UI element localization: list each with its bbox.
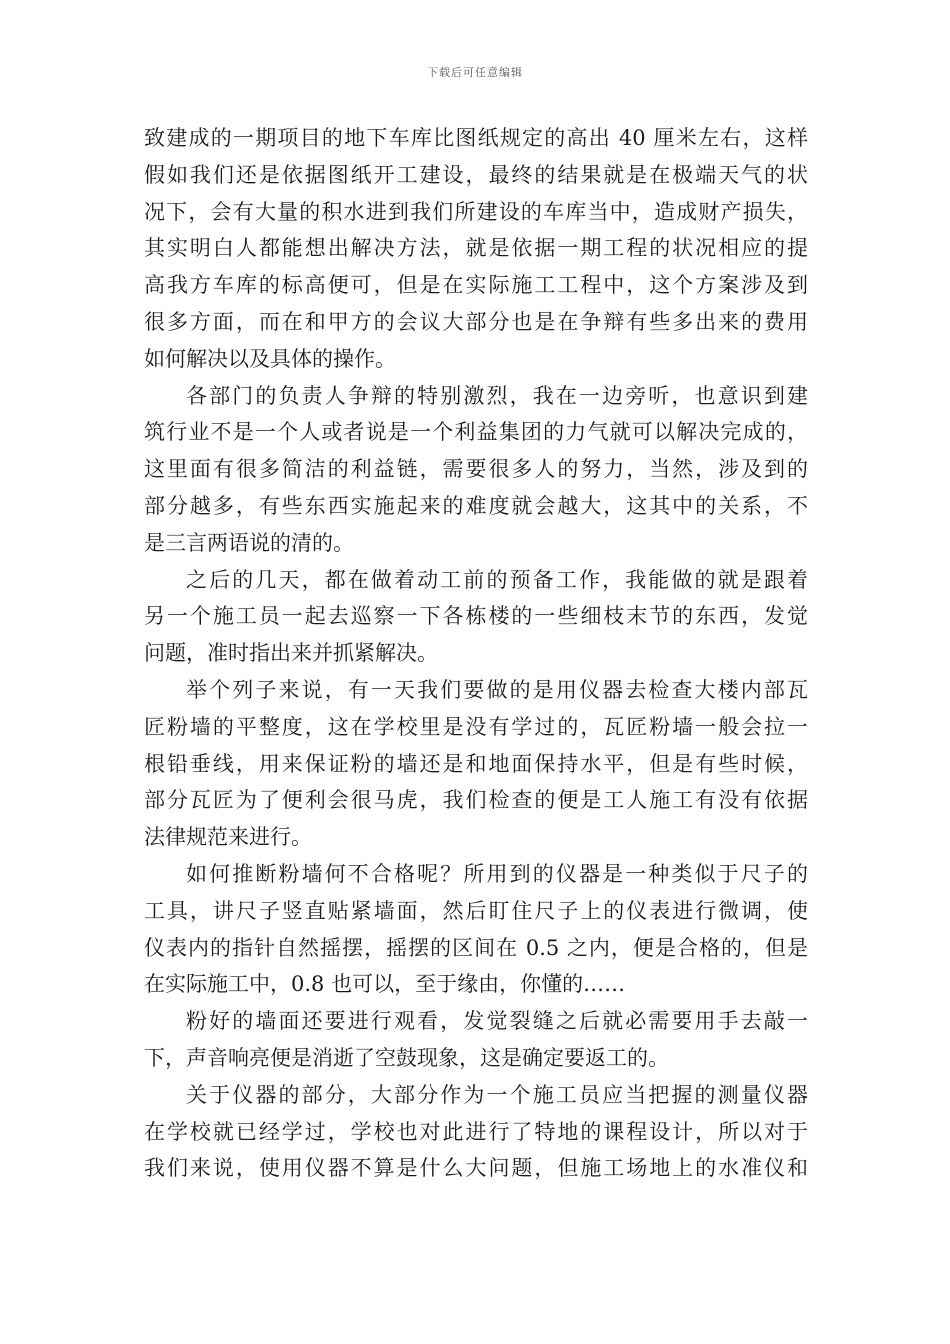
text-line: 匠粉墙的平整度，这在学校里是没有学过的，瓦匠粉墙一般会拉一 xyxy=(144,714,808,739)
text-line: 关于仪器的部分，大部分作为一个施工员应当把握的测量仪器 xyxy=(186,1082,808,1107)
text-line: 致建成的一期项目的地下车库比图纸规定的高出 40 厘米左右，这样 xyxy=(144,126,808,150)
text-line: 这里面有很多简洁的利益链，需要很多人的努力，当然，涉及到的 xyxy=(144,457,808,482)
paragraph xyxy=(144,120,808,378)
paragraph xyxy=(144,562,808,672)
text-line: 之后的几天，都在做着动工前的预备工作，我能做的就是跟着 xyxy=(186,567,808,592)
text-line: 筑行业不是一个人或者说是一个利益集团的力气就可以解决完成的， xyxy=(144,420,808,445)
text-line: 各部门的负责人争辩的特别激烈，我在一边旁听，也意识到建 xyxy=(186,383,808,408)
text-line: 问题，准时指出来并抓紧解决。 xyxy=(144,641,438,666)
paragraph xyxy=(144,378,808,562)
body-text xyxy=(144,120,808,1187)
page-header: 下载后可任意编辑 xyxy=(427,66,523,79)
paragraph xyxy=(144,1077,808,1187)
text-line: 粉好的墙面还要进行观看，发觉裂缝之后就必需要用手去敲一 xyxy=(186,1009,808,1034)
text-line: 举个列子来说，有一天我们要做的是用仪器去检查大楼内部瓦 xyxy=(186,677,808,702)
text-line: 在实际施工中，0.8 也可以，至于缘由，你懂的…… xyxy=(144,972,626,997)
paragraph xyxy=(144,856,808,1003)
text-line: 高我方车库的标高便可，但是在实际施工工程中，这个方案涉及到 xyxy=(144,273,808,298)
text-line: 是三言两语说的清的。 xyxy=(144,530,354,555)
text-line: 如何推断粉墙何不合格呢？所用到的仪器是一种类似于尺子的 xyxy=(186,861,808,886)
text-line: 部分越多，有些东西实施起来的难度就会越大，这其中的关系，不 xyxy=(144,493,808,518)
text-line: 假如我们还是依据图纸开工建设，最终的结果就是在极端天气的状 xyxy=(144,162,808,187)
text-line: 工具，讲尺子竖直贴紧墙面，然后盯住尺子上的仪表进行微调，使 xyxy=(144,898,808,923)
text-line: 法律规范来进行。 xyxy=(144,825,312,850)
text-line: 下，声音响亮便是消逝了空鼓现象，这是确定要返工的。 xyxy=(144,1045,669,1070)
text-line: 另一个施工员一起去巡察一下各栋楼的一些细枝末节的东西，发觉 xyxy=(144,604,808,629)
text-line: 很多方面，而在和甲方的会议大部分也是在争辩有些多出来的费用 xyxy=(144,309,808,334)
text-line: 其实明白人都能想出解决方法，就是依据一期工程的状况相应的提 xyxy=(144,236,808,261)
paragraph xyxy=(144,672,808,856)
text-line: 在学校就已经学过，学校也对此进行了特地的课程设计，所以对于 xyxy=(144,1119,808,1144)
paragraph xyxy=(144,1003,808,1077)
text-line: 我们来说，使用仪器不算是什么大问题，但施工场地上的水准仪和 xyxy=(144,1156,808,1181)
text-line: 如何解决以及具体的操作。 xyxy=(144,346,396,371)
text-line: 仪表内的指针自然摇摆，摇摆的区间在 0.5 之内，便是合格的，但是 xyxy=(144,935,808,960)
text-line: 况下，会有大量的积水进到我们所建设的车库当中，造成财产损失， xyxy=(144,199,808,224)
text-line: 根铅垂线，用来保证粉的墙还是和地面保持水平，但是有些时候， xyxy=(144,751,808,776)
text-line: 部分瓦匠为了便利会很马虎，我们检查的便是工人施工有没有依据 xyxy=(144,788,808,813)
